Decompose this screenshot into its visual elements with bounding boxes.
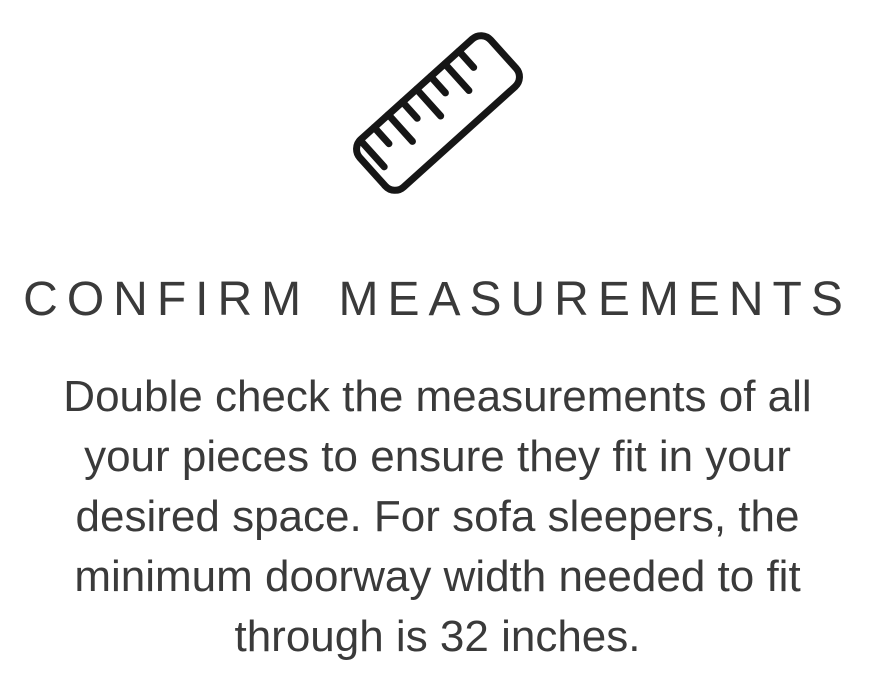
text-line: desired space. For sofa sleepers, the [75,492,800,541]
text-line: through is 32 inches. [234,612,641,661]
body-text [0,367,875,667]
text-line: minimum doorway width needed to fit [74,552,801,601]
text-line: Double check the measurements of all [63,372,812,421]
ruler-icon [347,26,529,200]
page-title: CONFIRM MEASUREMENTS [23,273,852,326]
text-line: your pieces to ensure they fit in your [84,432,791,481]
